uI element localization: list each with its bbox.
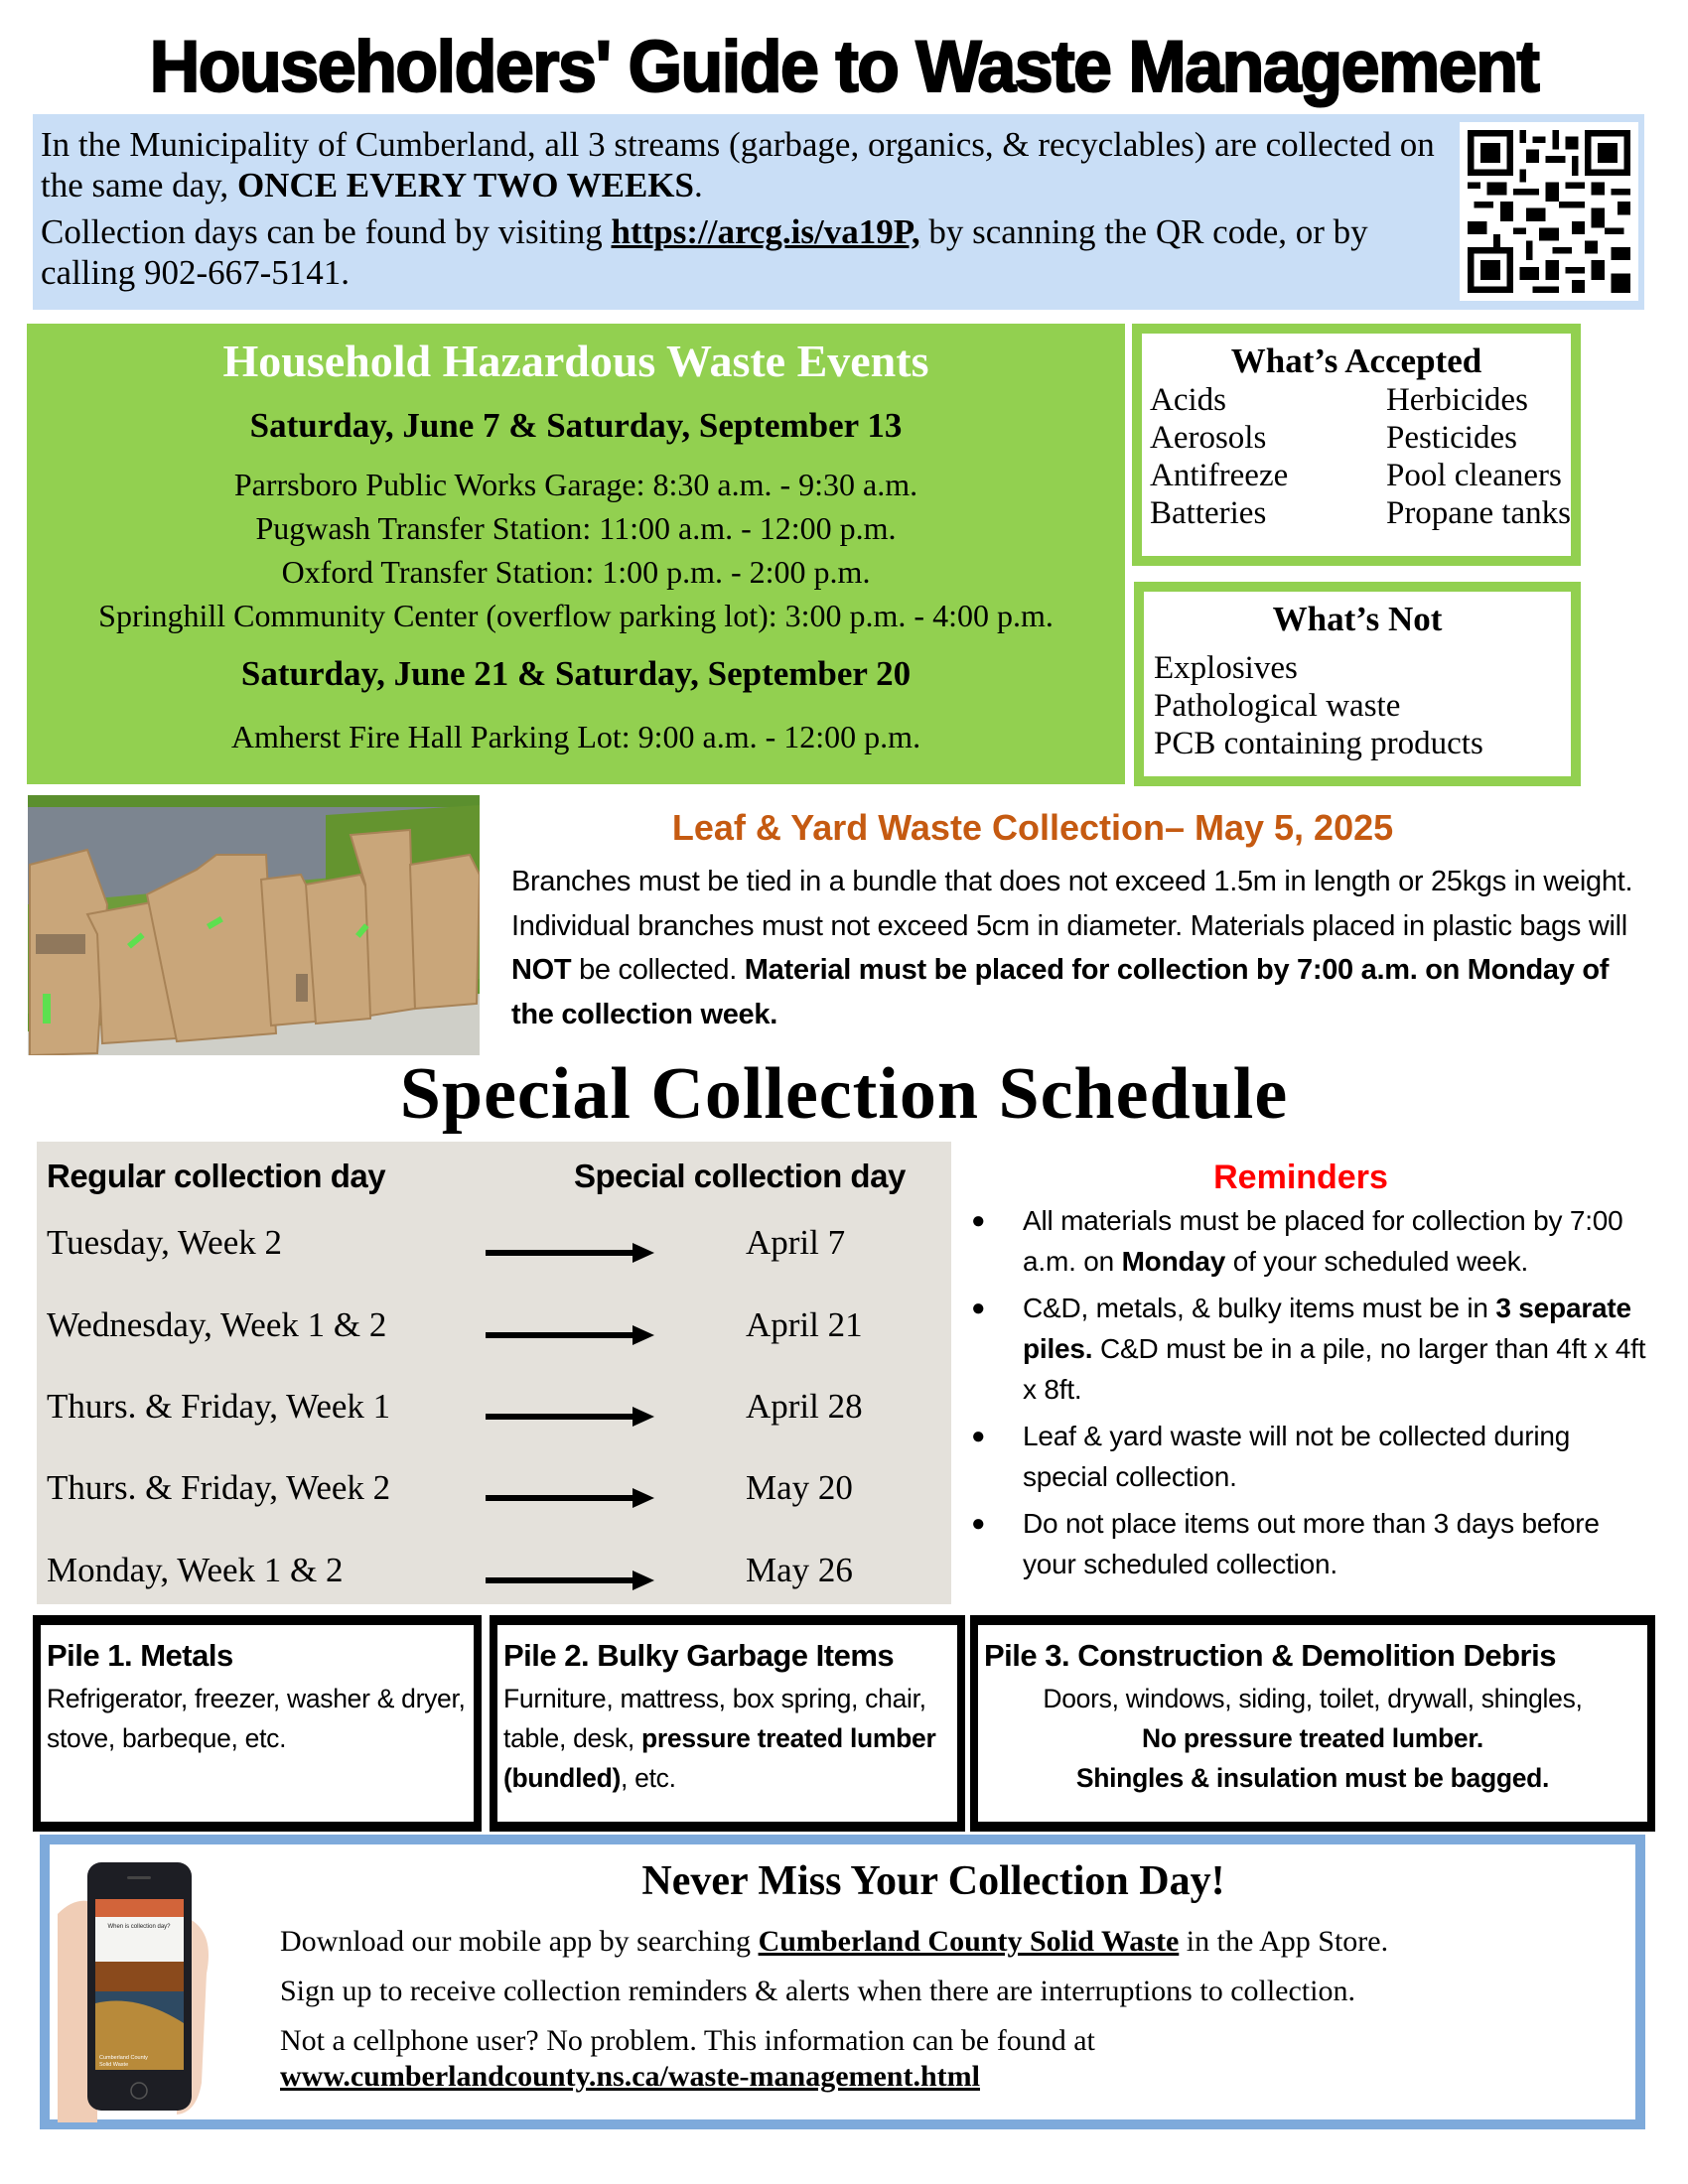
table-row bbox=[37, 1303, 951, 1363]
table-row bbox=[37, 1549, 951, 1608]
pile-title: Pile 3. Construction & Demolition Debris bbox=[984, 1638, 1556, 1673]
accepted-item: Propane tanks bbox=[1385, 495, 1572, 531]
accepted-item: Pool cleaners bbox=[1385, 458, 1562, 493]
accepted-heading: What’s Accepted bbox=[1230, 341, 1482, 380]
hazardous-waste-events-panel bbox=[27, 324, 1125, 784]
arrow-right-icon bbox=[486, 1407, 654, 1427]
arrow-right-icon bbox=[486, 1488, 654, 1508]
reminder-item: ● All materials must be placed for collection by 7:00 a.m. on Monday of your scheduled week. bbox=[963, 1200, 1658, 1282]
accepted-item: Antifreeze bbox=[1150, 458, 1289, 493]
leaf-bags-photo bbox=[28, 795, 480, 1055]
hhw-location: Amherst Fire Hall Parking Lot: 9:00 a.m. - 12:00 p.m. bbox=[230, 719, 921, 754]
website-link[interactable]: www.cumberlandcounty.ns.ca/waste-management.html bbox=[280, 2060, 980, 2093]
app-website-text: Not a cellphone user? No problem. This information can be found at bbox=[280, 2024, 1095, 2057]
pile-3-cd-debris-box bbox=[970, 1615, 1655, 1832]
app-promo-title: Never Miss Your Collection Day! bbox=[641, 1858, 1225, 1904]
page-title: Householders' Guide to Waste Management bbox=[149, 26, 1539, 107]
hhw-location: Parrsboro Public Works Garage: 8:30 a.m. - 9:30 a.m. bbox=[233, 467, 918, 502]
not-accepted-item: Explosives bbox=[1154, 650, 1298, 686]
special-schedule-title: Special Collection Schedule bbox=[399, 1053, 1289, 1135]
header-regular-day: Regular collection day bbox=[47, 1158, 386, 1194]
hhw-location: Pugwash Transfer Station: 11:00 a.m. - 12:00 p.m. bbox=[255, 510, 897, 546]
accepted-col-2 bbox=[1386, 381, 1571, 532]
svg-text:When is collection day?: When is collection day? bbox=[107, 1924, 171, 1930]
pile-2-bulky-box bbox=[490, 1615, 965, 1832]
accepted-col-1 bbox=[1150, 381, 1386, 532]
collection-frequency: ONCE EVERY TWO WEEKS bbox=[236, 166, 694, 205]
arrow-right-icon bbox=[486, 1570, 654, 1590]
svg-text:Solid Waste: Solid Waste bbox=[99, 2062, 129, 2068]
not-accepted-item: Pathological waste bbox=[1154, 688, 1401, 724]
accepted-item: Pesticides bbox=[1385, 420, 1517, 456]
schedule-table bbox=[37, 1142, 951, 1604]
whats-not-box bbox=[1134, 582, 1581, 786]
not-accepted-heading: What’s Not bbox=[1272, 600, 1443, 638]
app-download-text: Download our mobile app by searching Cumberland County Solid Waste in the App Store. bbox=[280, 1925, 1389, 1958]
bullet-icon: ● bbox=[971, 1207, 986, 1234]
accepted-item: Batteries bbox=[1150, 495, 1267, 531]
special-day: April 21 bbox=[746, 1305, 863, 1344]
regular-day: Thurs. & Friday, Week 1 bbox=[47, 1387, 391, 1426]
pile-title: Pile 1. Metals bbox=[47, 1638, 233, 1673]
pile-title: Pile 2. Bulky Garbage Items bbox=[503, 1638, 895, 1673]
regular-day: Tuesday, Week 2 bbox=[47, 1223, 282, 1262]
qr-code-icon[interactable] bbox=[1460, 122, 1638, 301]
intro-streams-text: In the Municipality of Cumberland, all 3 streams (garbage, organics, & recyclables) are collected on the same day, ONCE EVERY TWO WEEKS. bbox=[41, 125, 1435, 205]
not-accepted-item: PCB containing products bbox=[1154, 726, 1483, 761]
special-day: May 20 bbox=[746, 1468, 853, 1507]
regular-day: Monday, Week 1 & 2 bbox=[47, 1551, 344, 1589]
bullet-icon: ● bbox=[971, 1510, 986, 1537]
intro-panel bbox=[33, 114, 1644, 310]
reminders-heading: Reminders bbox=[1213, 1159, 1388, 1196]
pile-description: Refrigerator, freezer, washer & dryer, stove, barbeque, etc. bbox=[47, 1684, 466, 1753]
table-row bbox=[37, 1385, 951, 1444]
leaf-yard-title: Leaf & Yard Waste Collection– May 5, 2025 bbox=[671, 807, 1394, 848]
hhw-heading: Household Hazardous Waste Events bbox=[222, 336, 929, 386]
pile-1-metals-box bbox=[33, 1615, 482, 1832]
accepted-item: Aerosols bbox=[1150, 420, 1267, 456]
table-row bbox=[37, 1466, 951, 1526]
phone-in-hand-image bbox=[58, 1854, 221, 2122]
bullet-icon: ● bbox=[971, 1295, 986, 1321]
special-day: April 28 bbox=[746, 1387, 863, 1426]
leaf-bags-illustration bbox=[28, 795, 480, 1055]
reminder-item: ● Do not place items out more than 3 days before your scheduled collection. bbox=[963, 1503, 1658, 1584]
app-signup-text: Sign up to receive collection reminders & alerts when there are interruptions to collection. bbox=[280, 1975, 1355, 2007]
pile-description: Doors, windows, siding, toilet, drywall, shingles, No pressure treated lumber. Shingles & insulation must be bagged. bbox=[1043, 1684, 1583, 1793]
svg-text:Cumberland County: Cumberland County bbox=[99, 2055, 148, 2061]
hhw-date-1: Saturday, June 7 & Saturday, September 13 bbox=[249, 406, 903, 445]
arrow-right-icon bbox=[486, 1325, 654, 1345]
reminder-item: ● Leaf & yard waste will not be collected during special collection. bbox=[963, 1416, 1658, 1497]
special-day: April 7 bbox=[746, 1223, 846, 1262]
whats-accepted-box bbox=[1132, 324, 1581, 566]
header-special-day: Special collection day bbox=[574, 1158, 906, 1194]
arcgis-link[interactable]: https://arcg.is/va19P, bbox=[611, 212, 920, 251]
app-store-search-link[interactable]: Cumberland County Solid Waste bbox=[758, 1925, 1180, 1958]
reminders-panel bbox=[963, 1157, 1658, 1590]
table-row bbox=[37, 1221, 951, 1281]
qr-code-graphic bbox=[1468, 130, 1630, 293]
regular-day: Thurs. & Friday, Week 2 bbox=[47, 1468, 391, 1507]
regular-day: Wednesday, Week 1 & 2 bbox=[47, 1305, 387, 1344]
intro-contact-text: Collection days can be found by visiting https://arcg.is/va19P, by scanning the QR code, or by calling 902-667-5141. bbox=[41, 212, 1368, 292]
special-day: May 26 bbox=[746, 1551, 853, 1589]
accepted-item: Herbicides bbox=[1385, 382, 1528, 418]
hhw-date-2: Saturday, June 21 & Saturday, September 20 bbox=[240, 654, 912, 693]
arrow-right-icon bbox=[486, 1243, 654, 1263]
reminder-item: ● C&D, metals, & bulky items must be in 3 separate piles. C&D must be in a pile, no larger than 4ft x 4ft x 8ft. bbox=[963, 1288, 1658, 1410]
smartphone-icon bbox=[58, 1854, 221, 2122]
pile-description: Furniture, mattress, box spring, chair, table, desk, pressure treated lumber (bundled), etc. bbox=[503, 1684, 936, 1793]
bullet-icon: ● bbox=[971, 1423, 986, 1449]
leaf-yard-instructions: Branches must be tied in a bundle that does not exceed 1.5m in length or 25kgs in weight. Individual branches must not exceed 5cm in diameter. Materials placed in plastic bags will NOT be collected. Material must be placed for collection by 7:00 a.m. on Monday of the collection week. bbox=[511, 866, 1633, 1030]
hhw-location: Springhill Community Center (overflow parking lot): 3:00 p.m. - 4:00 p.m. bbox=[98, 598, 1054, 633]
accepted-item: Acids bbox=[1150, 382, 1226, 418]
hhw-location: Oxford Transfer Station: 1:00 p.m. - 2:00 p.m. bbox=[281, 554, 871, 590]
